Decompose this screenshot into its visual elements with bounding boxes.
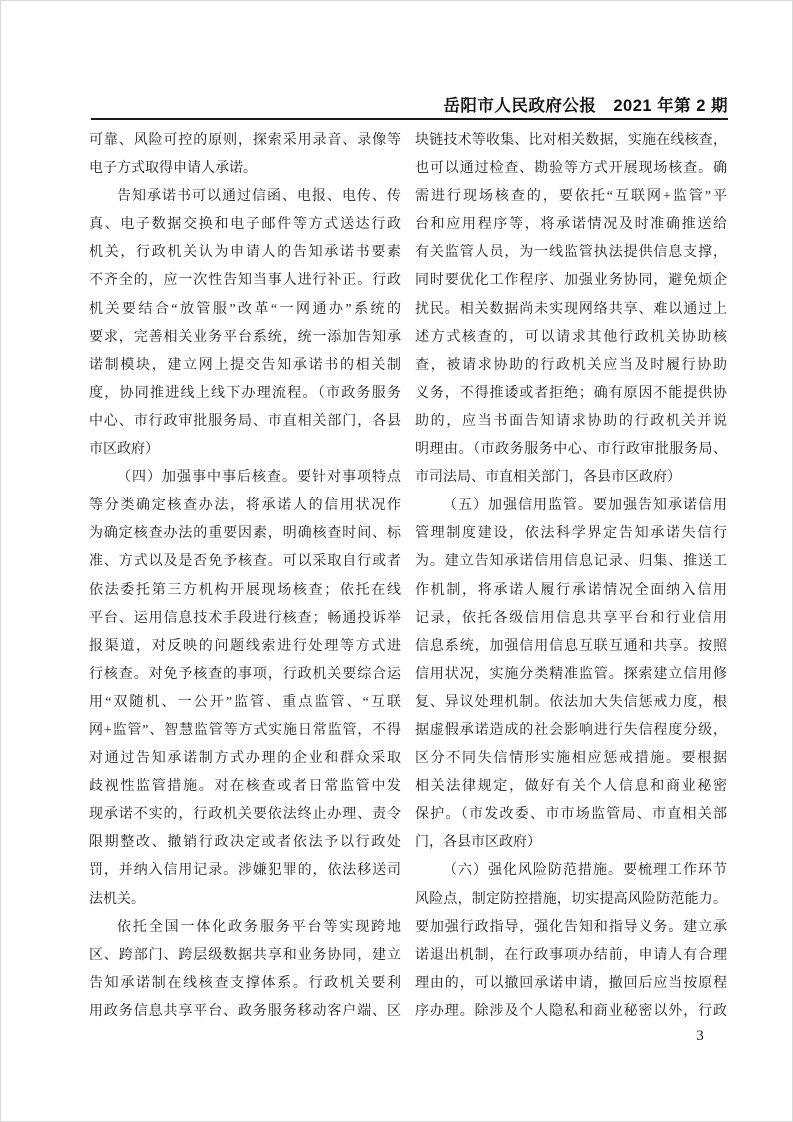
text-line: 义务，不得推诿或者拒绝；确有原因不能提供协 [415, 385, 727, 401]
text-line: 管理制度建设，依法科学界定告知承诺失信行 [415, 526, 727, 542]
text-line: 门，各县市区政府） [415, 835, 541, 851]
text-line: 准、方式以及是否免予核查。可以采取自行或者 [89, 554, 401, 570]
text-line: 电子方式取得申请人承诺。 [89, 161, 257, 177]
text-line: （五）加强信用监管。要加强告知承诺信用 [443, 498, 727, 514]
text-line: 机关，行政机关认为申请人的告知承诺书要素 [89, 245, 401, 261]
text-line: 助的，应当书面告知请求协助的行政机关并说 [415, 413, 727, 429]
text-column-right [415, 127, 727, 1026]
text-line: 告知承诺书可以通过信函、电报、电传、传 [117, 189, 401, 205]
text-line: 述方式核查的，可以请求其他行政机关协助核 [415, 329, 727, 345]
text-line: 序办理。除涉及个人隐私和商业秘密以外，行政 [415, 1003, 727, 1019]
text-line: 诺退出机制，在行政事项办结前，申请人有合理 [415, 947, 727, 963]
text-line: 明理由。（市政务服务中心、市行政审批服务局、 [415, 442, 727, 458]
text-line: 为。建立告知承诺信用信息记录、归集、推送工 [415, 554, 727, 570]
text-column-left [89, 127, 401, 1026]
text-line: 中心、市行政审批服务局、市直相关部门，各县 [89, 413, 401, 429]
text-line: 要加强行政指导，强化告知和指导义务。建立承 [415, 919, 727, 935]
text-line: 行核查。对免予核查的事项，行政机关要综合运 [89, 666, 401, 682]
page-number: 3 [696, 1028, 704, 1044]
text-line: 市区政府） [89, 442, 159, 458]
text-line: 用政务信息共享平台、政务服务移动客户端、区 [89, 1003, 401, 1019]
text-line: 诺制模块，建立网上提交告知承诺书的相关制 [89, 357, 401, 373]
text-line: 市司法局、市直相关部门，各县市区政府） [415, 470, 681, 486]
text-line: 平台、运用信息技术手段进行核查；畅通投诉举 [89, 610, 401, 626]
text-line: 可靠、风险可控的原则，探索采用录音、录像等 [89, 133, 401, 148]
text-line: 网+监管”、智慧监管等方式实施日常监管，不得 [89, 722, 401, 738]
text-line: （六）强化风险防范措施。要梳理工作环节 [443, 863, 727, 879]
text-line: 真、电子数据交换和电子邮件等方式送达行政 [89, 217, 401, 233]
text-line: 现承诺不实的，行政机关要依法终止办理、责令 [89, 807, 401, 823]
text-line: 同时要优化工作程序、加强业务协同，避免烦企 [415, 273, 727, 289]
text-line: 机关要结合“放管服”改革“一网通办”系统的 [89, 301, 401, 317]
text-line: 记录，依托各级信用信息共享平台和行业信用 [415, 610, 727, 626]
text-line: 为确定核查办法的重要因素，明确核查时间、标 [89, 526, 401, 542]
text-line: 风险点，制定防控措施，切实提高风险防范能力。 [415, 891, 727, 907]
text-line: 用“双随机、一公开”监管、重点监管、“互联 [89, 694, 401, 710]
header-rule [91, 118, 728, 120]
text-line: 法机关。 [89, 891, 145, 907]
text-line: 理由的，可以撤回承诺申请，撤回后应当按原程 [415, 975, 727, 991]
text-line: 作机制，将承诺人履行承诺情况全面纳入信用 [415, 582, 727, 598]
text-line: 区分不同失信情形实施相应惩戒措施。要根据 [415, 751, 727, 767]
text-line: 限期整改、撤销行政决定或者依法予以行政处 [89, 835, 401, 851]
text-line: 相关法律规定，做好有关个人信息和商业秘密 [415, 779, 727, 795]
text-line: 区、跨部门、跨层级数据共享和业务协同，建立 [89, 947, 401, 963]
text-line: 对通过告知承诺制方式办理的企业和群众采取 [89, 751, 401, 767]
text-line: （四）加强事中事后核查。要针对事项特点 [117, 470, 401, 486]
text-line: 查，被请求协助的行政机关应当及时履行协助 [415, 357, 727, 373]
gazette-header: 岳阳市人民政府公报 2021 年第 2 期 [443, 97, 728, 115]
text-line: 需进行现场核查的，要依托“互联网+监管”平 [415, 189, 727, 205]
text-line: 歧视性监管措施。对在核查或者日常监管中发 [89, 779, 401, 795]
text-line: 等分类确定核查办法，将承诺人的信用状况作 [89, 498, 401, 514]
body-columns [89, 127, 727, 1026]
text-line: 告知承诺制在线核查支撑体系。行政机关要利 [89, 975, 401, 991]
text-line: 台和应用程序等，将承诺情况及时准确推送给 [415, 217, 727, 233]
text-line: 块链技术等收集、比对相关数据，实施在线核查， [415, 133, 727, 148]
text-line: 不齐全的，应一次性告知当事人进行补正。行政 [89, 273, 401, 289]
text-line: 扰民。相关数据尚未实现网络共享、难以通过上 [415, 301, 727, 317]
text-line: 信息系统，加强信用信息互联互通和共享。按照 [415, 638, 727, 654]
text-line: 有关监管人员，为一线监管执法提供信息支撑， [415, 245, 727, 261]
text-line: 据虚假承诺造成的社会影响进行失信程度分级， [415, 722, 727, 738]
text-line: 罚，并纳入信用记录。涉嫌犯罪的，依法移送司 [89, 863, 401, 879]
text-line: 信用状况，实施分类精准监管。探索建立信用修 [415, 666, 727, 682]
text-line: 复、异议处理机制。依法加大失信惩戒力度，根 [415, 694, 727, 710]
text-line: 也可以通过检查、勘验等方式开展现场核查。确 [415, 161, 727, 177]
text-line: 依法委托第三方机构开展现场核查；依托在线 [89, 582, 401, 598]
text-line: 依托全国一体化政务服务平台等实现跨地 [117, 919, 401, 935]
text-line: 度，协同推进线上线下办理流程。（市政务服务 [89, 385, 401, 401]
text-line: 报渠道，对反映的问题线索进行处理等方式进 [89, 638, 401, 654]
text-line: 保护。（市发改委、市市场监管局、市直相关部 [415, 807, 727, 823]
text-line: 要求，完善相关业务平台系统，统一添加告知承 [89, 329, 401, 345]
